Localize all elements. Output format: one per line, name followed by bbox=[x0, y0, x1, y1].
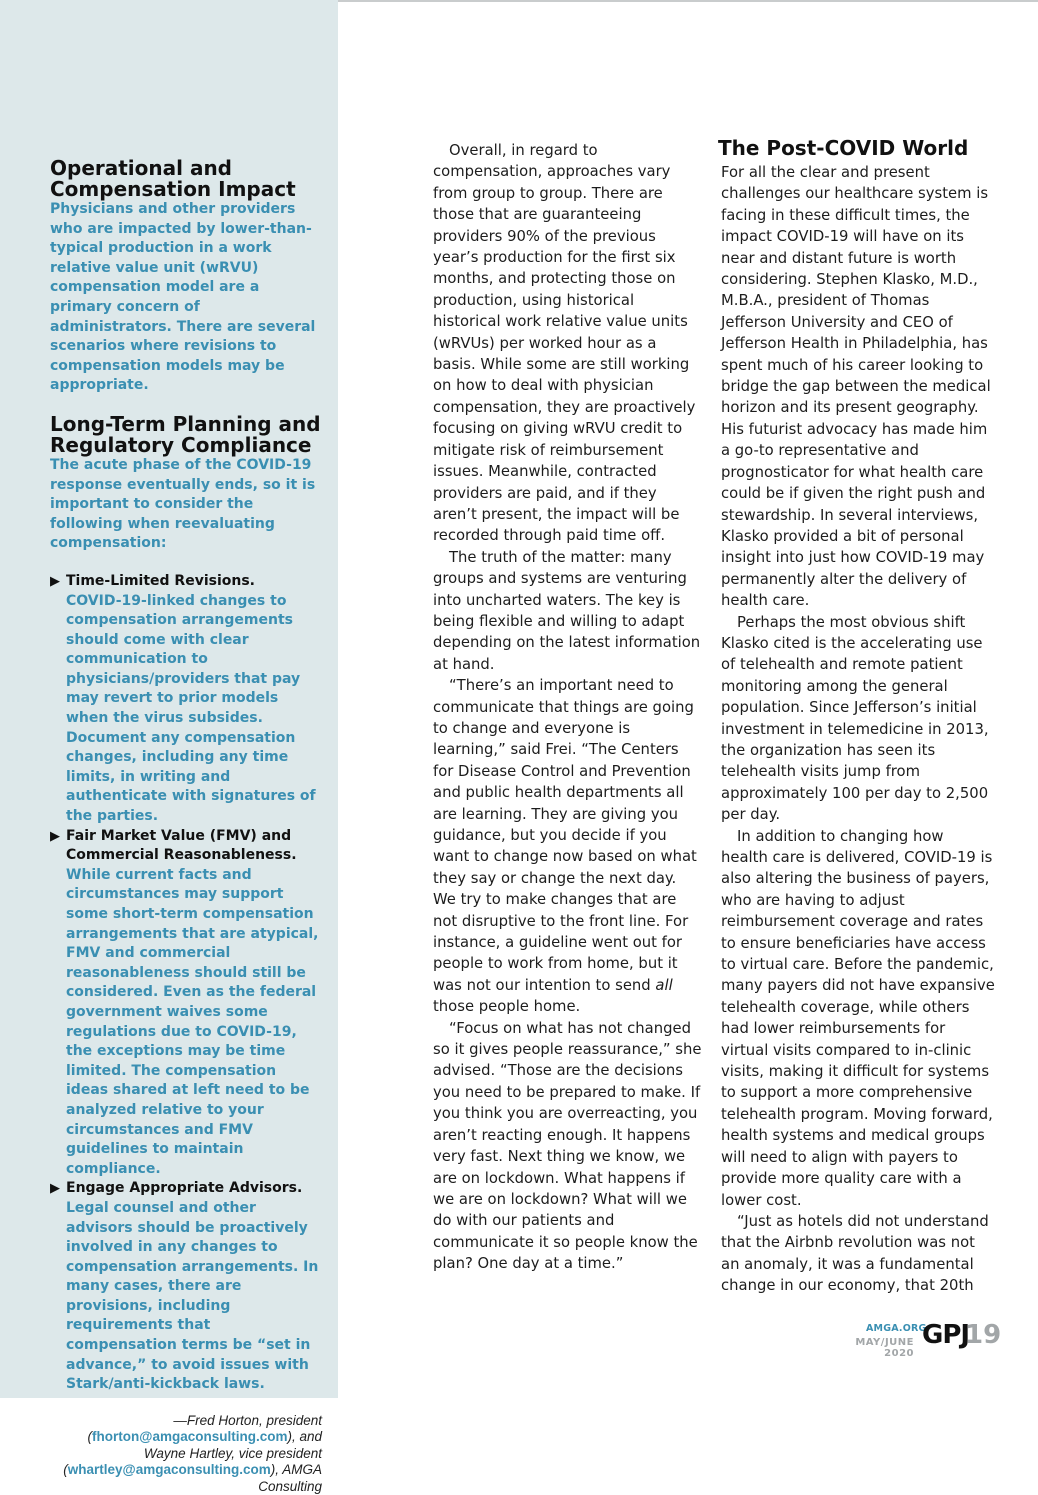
sidebar-heading-long-term: Long-Term Planning and Regulatory Compliance bbox=[50, 411, 321, 457]
sidebar-credit bbox=[50, 1413, 322, 1495]
bullet-arrow-icon: ▶ bbox=[50, 828, 60, 844]
paragraph: For all the clear and present challenges our healthcare system is facing in these difficult times, the impact COVID-19 will have on its near and distant future is worth considering. Stephen Klasko, M.D., M.B.A., president of Thomas Jefferson University and CEO of Jefferson Health in Philadelphia, has spent much of his career looking to bridge the gap between the medical horizon and its present geography. His futurist advocacy has made him a go-to representative and prognosticator for what health care could be if given the right push and stewardship. In several interviews, Klasko provided a bit of personal insight into just how COVID-19 may permanently alter the delivery of health care. bbox=[721, 164, 991, 610]
sidebar-body-operational: Physicians and other providers who are impacted by lower-than-typical production in a work relative value unit (wRVU) compensation model are a primary concern of administrators. There are several scenarios where revisions to compensation models may be appropriate. bbox=[50, 201, 316, 394]
bullet-lead: Engage Appropriate Advisors. bbox=[66, 1180, 303, 1197]
credit-email-hartley[interactable]: whartley@amgaconsulting.com bbox=[67, 1462, 271, 1478]
article-column-right bbox=[718, 136, 995, 1297]
footer-site[interactable]: AMGA.ORG bbox=[866, 1323, 927, 1334]
page-footer bbox=[830, 1320, 1000, 1360]
footer-issue-date: MAY/JUNE 2020 bbox=[855, 1337, 914, 1359]
bullet-text: Legal counsel and other advisors should be proactively involved in any changes to compensation arrangements. In many cases, there are provisions, including requirements that compensation terms be “set in advance,” to avoid issues with Stark/anti-kickback laws. bbox=[66, 1199, 319, 1393]
footer-magazine-logo: GPJ bbox=[922, 1320, 970, 1350]
bullet-advisors bbox=[50, 1179, 322, 1395]
paragraph-emphasis: all bbox=[655, 976, 673, 994]
sidebar-heading-operational: Operational and Compensation Impact bbox=[50, 156, 296, 201]
sidebar-body-long-term: The acute phase of the COVID-19 response eventually ends, so it is important to consider the following when reevaluating compensation: bbox=[50, 456, 316, 552]
bullet-arrow-icon: ▶ bbox=[50, 1181, 60, 1197]
credit-text: —Fred Horton, president ( bbox=[87, 1412, 322, 1445]
bullet-time-limited bbox=[50, 572, 322, 827]
paragraph: The truth of the matter: many groups and systems are venturing into uncharted waters. The key is being flexible and willing to adapt depending on the latest information at hand. bbox=[433, 548, 701, 673]
bullet-lead: Fair Market Value (FMV) and Commercial Reasonableness. bbox=[66, 827, 297, 864]
paragraph bbox=[433, 675, 703, 1018]
sidebar-bullet-list bbox=[50, 572, 322, 1395]
paragraph: “Focus on what has not changed so it gives people reassurance,” she advised. “Those are the decisions you need to be prepared to make. If you think you are overreacting, you aren’t reacting enough. It happens very fast. Next thing we know, we are on lockdown. What happens if we are on lockdown? What will we do with our patients and communicate it so people know the plan? One day at a time.” bbox=[433, 1019, 702, 1273]
bullet-lead: Time-Limited Revisions. bbox=[66, 572, 255, 589]
article-column-middle bbox=[433, 140, 703, 1275]
page-number: 19 bbox=[965, 1320, 1002, 1350]
bullet-text: COVID-19-linked changes to compensation arrangements should come with clear communication to physicians/providers that pay may revert to prior models when the virus subsides. Document any compensation changes, including any time limits, in writing and authenticate with signatures of the parties. bbox=[66, 592, 316, 825]
bullet-fmv bbox=[50, 827, 322, 1180]
paragraph: “Just as hotels did not understand that the Airbnb revolution was not an anomaly, it was a fundamental change in our economy, that 20th bbox=[721, 1212, 989, 1295]
sidebar-panel bbox=[0, 0, 338, 1494]
paragraph-text: those people home. bbox=[433, 998, 581, 1016]
paragraph: Overall, in regard to compensation, approaches vary from group to group. There are those that are guaranteeing providers 90% of the previous year’s production for the first six months, and protecting those on production, using historical historical work relative value units (wRVUs) per worked hour as a basis. While some are still working on how to deal with physician compensation, they are proactively focusing on giving wRVU credit to mitigate risk of reimbursement issues. Meanwhile, contracted providers are paid, and if they aren’t present, the impact will be recorded through paid time off. bbox=[433, 142, 696, 545]
credit-email-horton[interactable]: fhorton@amgaconsulting.com bbox=[92, 1429, 288, 1445]
credit-text: ), AMGA Consulting bbox=[258, 1462, 322, 1494]
section-heading-post-covid: The Post-COVID World bbox=[718, 136, 969, 160]
credit-text: ), and Wayne Hartley, vice president ( bbox=[63, 1429, 322, 1478]
paragraph-text: “There’s an important need to communicate that things are going to change and everyone is learning,” said Frei. “The Centers for Disease Control and Prevention and public health departments all are learning. They are giving you guidance, but you decide if you want to change now based on what they say or change the next day. We try to make changes that are not disruptive to the front line. For instance, a guideline went out for people to work from home, but it was not our intention to send bbox=[433, 677, 697, 994]
bullet-arrow-icon: ▶ bbox=[50, 573, 60, 589]
sidebar-content bbox=[50, 158, 322, 1495]
paragraph: In addition to changing how health care is delivered, COVID-19 is also altering the business of payers, who are having to adjust reimbursement coverage and rates to ensure beneficiaries have access to virtual care. Before the pandemic, many payers did not have expansive telehealth coverage, while others had lower reimbursements for virtual visits compared to in-clinic visits, making it difficult for systems to support a more comprehensive telehealth program. Moving forward, health systems and medical groups will need to align with payers to provide more quality care with a lower cost. bbox=[721, 827, 995, 1209]
bullet-text: While current facts and circumstances may support some short-term compensation arrangements that are atypical, FMV and commercial reasonableness should still be considered. Even as the federal government waives some regulations due to COVID-19, the exceptions may be time limited. The compensation ideas shared at left need to be analyzed relative to your circumstances and FMV guidelines to maintain compliance. bbox=[66, 866, 319, 1177]
paragraph: Perhaps the most obvious shift Klasko cited is the accelerating use of telehealth and remote patient monitoring among the general population. Since Jefferson’s initial investment in telemedicine in 2013, the organization has seen its telehealth visits jump from approximately 100 per day to 2,500 per day. bbox=[721, 613, 989, 824]
